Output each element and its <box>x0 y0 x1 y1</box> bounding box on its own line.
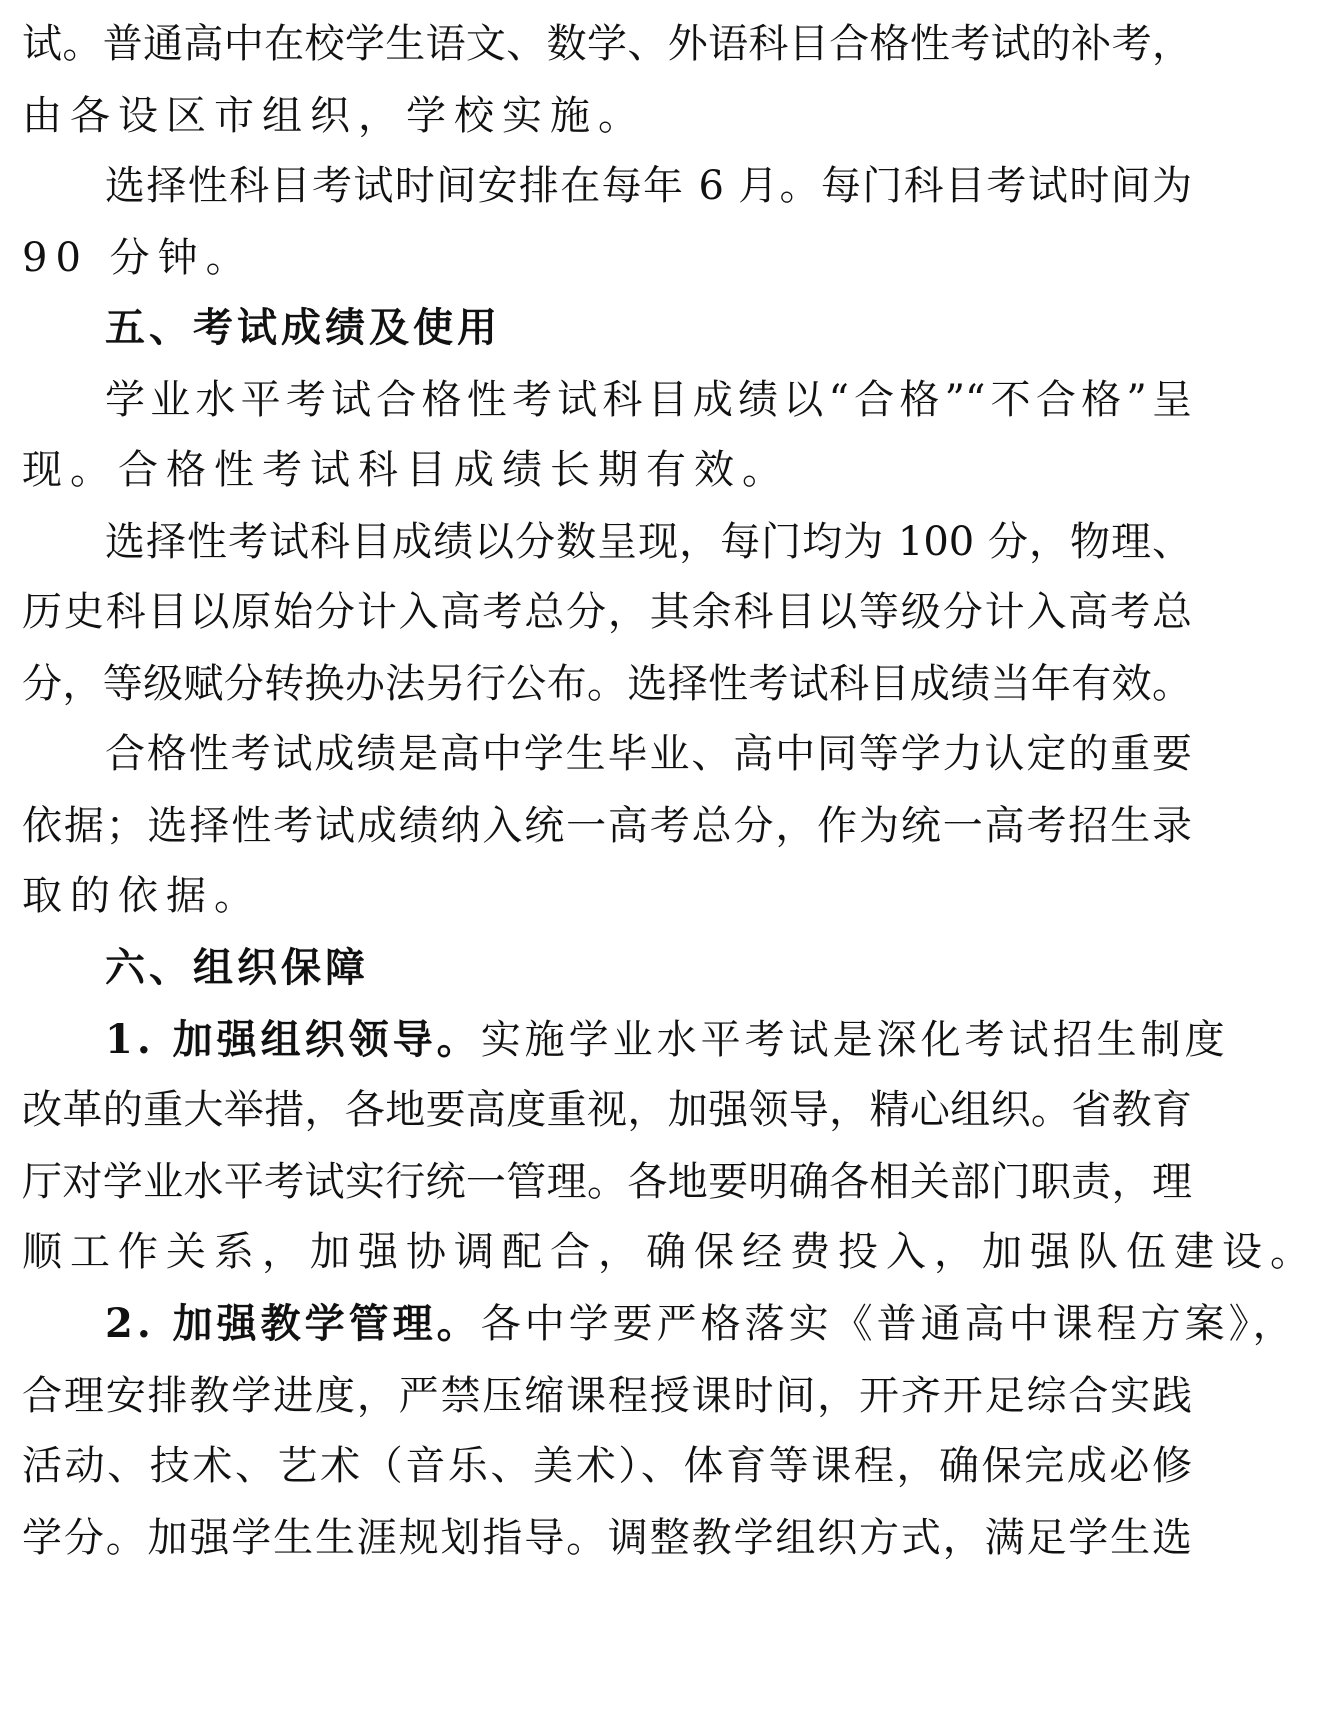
section-heading: 六、组织保障 <box>105 945 369 991</box>
text-line: 现。合格性考试科目成绩长期有效。 <box>22 447 790 493</box>
text-line: 合格性考试成绩是高中学生毕业、高中同等学力认定的重要 <box>105 731 1192 777</box>
text-line: 由各设区市组织，学校实施。 <box>22 93 646 139</box>
text-span: 各中学要严格落实《普通高中课程方案》， <box>480 1301 1297 1347</box>
text-line: 试。普通高中在校学生语文、数学、外语科目合格性考试的补考， <box>22 21 1192 67</box>
text-line: 依据；选择性考试成绩纳入统一高考总分，作为统一高考招生录 <box>22 803 1192 849</box>
text-line: 学分。加强学生生涯规划指导。调整教学组织方式，满足学生选 <box>22 1515 1192 1561</box>
text-line <box>105 1010 1229 1070</box>
text-line: 合理安排教学进度，严禁压缩课程授课时间，开齐开足综合实践 <box>22 1373 1192 1419</box>
text-line: 选择性考试科目成绩以分数呈现，每门均为 100 分，物理、 <box>105 519 1192 565</box>
text-line <box>105 1294 1297 1354</box>
text-line: 活动、技术、艺术（音乐、美术）、体育等课程，确保完成必修 <box>22 1443 1192 1489</box>
text-line: 选择性科目考试时间安排在每年 6 月。每门科目考试时间为 <box>105 163 1192 209</box>
section-heading: 五、考试成绩及使用 <box>105 305 501 351</box>
subsection-title: 1. 加强组织领导。 <box>105 1016 481 1063</box>
text-span: 实施学业水平考试是深化考试招生制度 <box>480 1017 1229 1063</box>
text-line: 分，等级赋分转换办法另行公布。选择性考试科目成绩当年有效。 <box>22 661 1192 707</box>
text-line: 取的依据。 <box>22 873 262 919</box>
subsection-title: 2. 加强教学管理。 <box>105 1300 481 1347</box>
text-line: 厅对学业水平考试实行统一管理。各地要明确各相关部门职责，理 <box>22 1159 1192 1205</box>
text-line: 90 分钟。 <box>22 235 254 281</box>
text-line: 历史科目以原始分计入高考总分，其余科目以等级分计入高考总 <box>22 589 1192 635</box>
text-line: 顺工作关系，加强协调配合，确保经费投入，加强队伍建设。 <box>22 1229 1318 1275</box>
text-line: 改革的重大举措，各地要高度重视，加强领导，精心组织。省教育 <box>22 1087 1192 1133</box>
text-line: 学业水平考试合格性考试科目成绩以“合格”“不合格”呈 <box>105 377 1192 423</box>
